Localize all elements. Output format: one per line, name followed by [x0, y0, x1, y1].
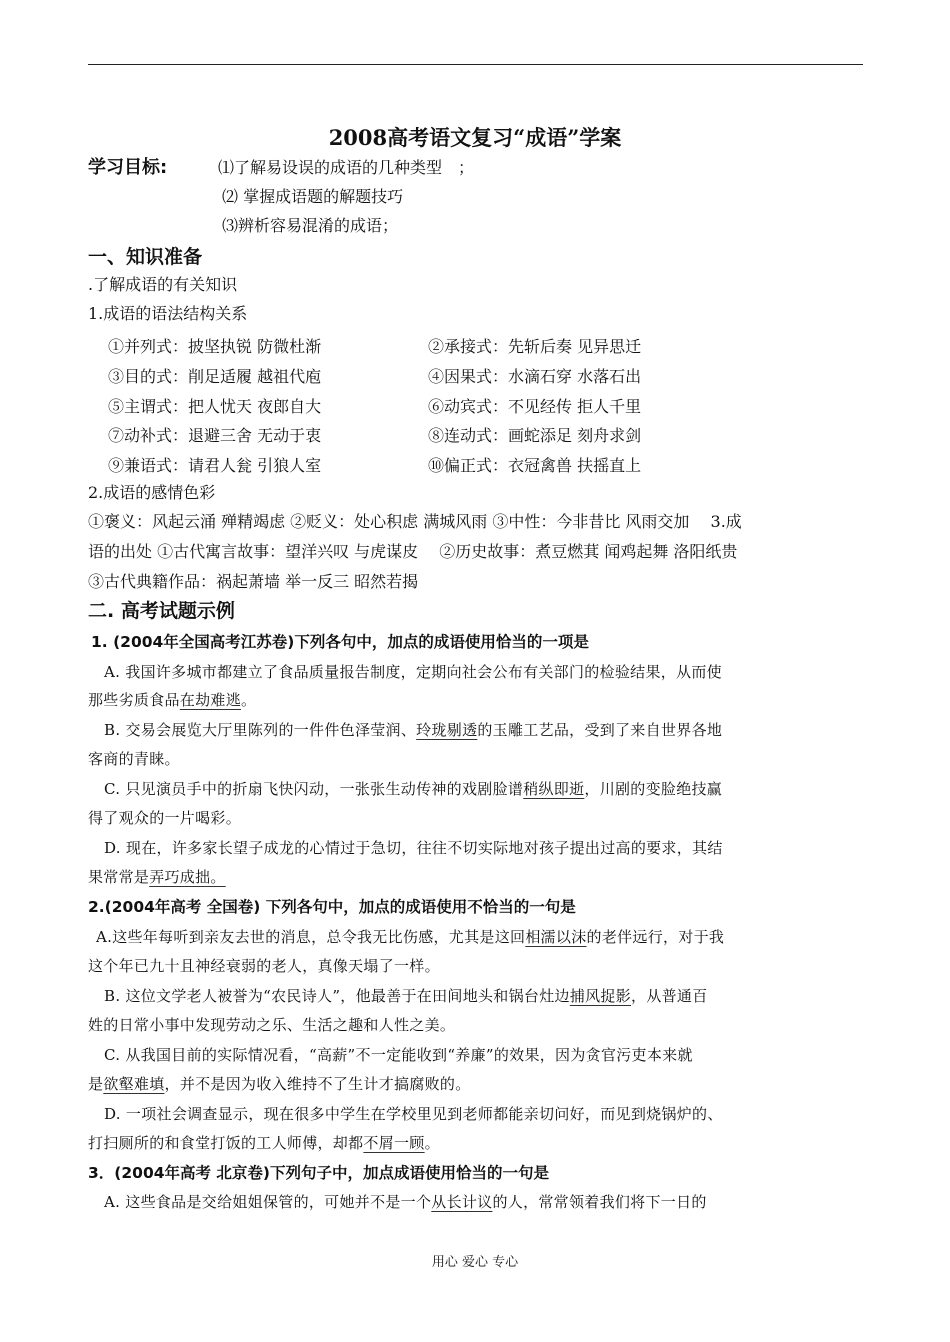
section1-heading: 一、知识准备 — [88, 246, 203, 268]
goals-label: 学习目标: — [88, 157, 168, 178]
dotted-idiom: 欲壑难填 — [103, 1075, 165, 1093]
q3-option-a: A. 这些食品是交给姐姐保管的，可她并不是一个从长计议的人，常常领着我们将下一日的 — [104, 1193, 707, 1211]
page-footer: 用心 爱心 专心 — [431, 1255, 519, 1270]
dotted-idiom: 不屑一顾 — [363, 1134, 425, 1152]
structure-item: ⑨兼语式：请君人瓮 引狼人室 — [108, 456, 322, 475]
structure-item: ②承接式：先斩后奏 见异思迁 — [428, 337, 642, 356]
question-1-stem: 1. (2004年全国高考江苏卷)下列各句中，加点的成语使用恰当的一项是 — [91, 633, 589, 651]
dotted-idiom: 从长计议 — [431, 1193, 493, 1211]
dotted-idiom: 捕风捉影 — [569, 987, 632, 1005]
structure-item: ③目的式：削足适履 越祖代庖 — [108, 367, 322, 386]
q2-option-d-cont: 打扫厕所的和食堂打饭的工人师傅，却都不屑一顾。 — [88, 1134, 440, 1152]
dotted-idiom: 在劫难逃 — [179, 691, 242, 709]
goal-item-1: ⑴了解易设误的成语的几种类型 ； — [218, 158, 475, 177]
question-2-stem: 2.(2004年高考 全国卷) 下列各句中，加点的成语使用不恰当的一句是 — [88, 898, 576, 916]
dotted-idiom: 弄巧成拙。 — [149, 868, 226, 886]
emotion-paragraph-line: ③古代典籍作品：祸起萧墙 举一反三 昭然若揭 — [88, 572, 419, 591]
header-rule — [88, 64, 863, 65]
section1-sub2: 2.成语的感情色彩 — [88, 483, 216, 502]
dotted-idiom: 稍纵即逝 — [523, 780, 585, 798]
q1-option-d-cont: 果常常是弄巧成拙。 — [88, 868, 226, 886]
q1-option-b: B. 交易会展览大厅里陈列的一件件色泽莹润、玲珑剔透的玉雕工艺品，受到了来自世界各地 — [104, 721, 723, 739]
q1-option-a: A. 我国许多城市都建立了食品质量报告制度，定期向社会公布有关部门的检验结果，从而使 — [104, 663, 722, 681]
q1-option-d: D. 现在，许多家长望子成龙的心情过于急切，往往不切实际地对孩子提出过高的要求，其结 — [104, 839, 723, 857]
q1-option-c-cont: 得了观众的一片喝彩。 — [88, 809, 242, 827]
q1-option-a-cont: 那些劣质食品在劫难逃。 — [88, 691, 257, 709]
q1-option-c: C. 只见演员手中的折扇飞快闪动，一张张生动传神的戏剧脸谱稍纵即逝，川剧的变脸绝技赢 — [104, 780, 723, 798]
emotion-paragraph-line: 语的出处 ①古代寓言故事：望洋兴叹 与虎谋皮 ②历史故事：煮豆燃萁 闻鸡起舞 洛阳纸贵 — [88, 542, 738, 561]
q2-option-a-cont: 这个年已九十且神经衰弱的老人，真像天塌了一样。 — [88, 957, 440, 975]
q2-option-c-cont: 是欲壑难填，并不是因为收入维持不了生计才搞腐败的。 — [88, 1075, 471, 1093]
goal-item-2: ⑵ 掌握成语题的解题技巧 — [222, 187, 404, 206]
emotion-paragraph-line: ①褒义：风起云涌 殚精竭虑 ②贬义：处心积虑 满城风雨 ③中性：今非昔比 风雨交加 3.成 — [88, 512, 742, 531]
structure-item: ⑤主谓式：把人忧天 夜郎自大 — [108, 397, 322, 416]
q1-option-b-cont: 客商的青睐。 — [88, 750, 180, 768]
document-title: 2008高考语文复习“成语”学案 — [328, 125, 622, 150]
q2-option-b: B. 这位文学老人被誉为“农民诗人”，他最善于在田间地头和锅台灶边捕风捉影，从普通百 — [104, 987, 708, 1005]
dotted-idiom: 玲珑剔透 — [416, 721, 478, 739]
section1-sub1: 1.成语的语法结构关系 — [88, 304, 248, 323]
dotted-idiom: 相濡以沫 — [525, 928, 587, 946]
structure-item: ⑧连动式：画蛇添足 刻舟求剑 — [428, 426, 642, 445]
q2-option-a: A.这些年每听到亲友去世的消息，总令我无比伤感，尤其是这回相濡以沫的老伴远行，对于我 — [96, 928, 725, 946]
structure-item: ⑥动宾式：不见经传 拒人千里 — [428, 397, 642, 416]
goal-item-3: ⑶辨析容易混淆的成语； — [222, 216, 399, 235]
structure-item: ①并列式：披坚执锐 防微杜渐 — [108, 337, 322, 356]
q2-option-b-cont: 姓的日常小事中发现劳动之乐、生活之趣和人性之美。 — [88, 1016, 456, 1034]
structure-item: ⑩偏正式：衣冠禽兽 扶摇直上 — [428, 456, 642, 475]
section2-heading: 二. 高考试题示例 — [88, 600, 235, 622]
structure-item: ⑦动补式：退避三舍 无动于衷 — [108, 426, 322, 445]
section1-intro: .了解成语的有关知识 — [88, 275, 238, 294]
structure-item: ④因果式：水滴石穿 水落石出 — [428, 367, 642, 386]
q2-option-d: D. 一项社会调查显示，现在很多中学生在学校里见到老师都能亲切问好，而见到烧锅炉的、 — [104, 1105, 723, 1123]
q2-option-c: C. 从我国目前的实际情况看，“高薪”不一定能收到“养廉”的效果，因为贪官污吏本来就 — [104, 1046, 693, 1064]
question-3-stem: 3．(2004年高考 北京卷)下列句子中，加点成语使用恰当的一句是 — [88, 1164, 549, 1182]
